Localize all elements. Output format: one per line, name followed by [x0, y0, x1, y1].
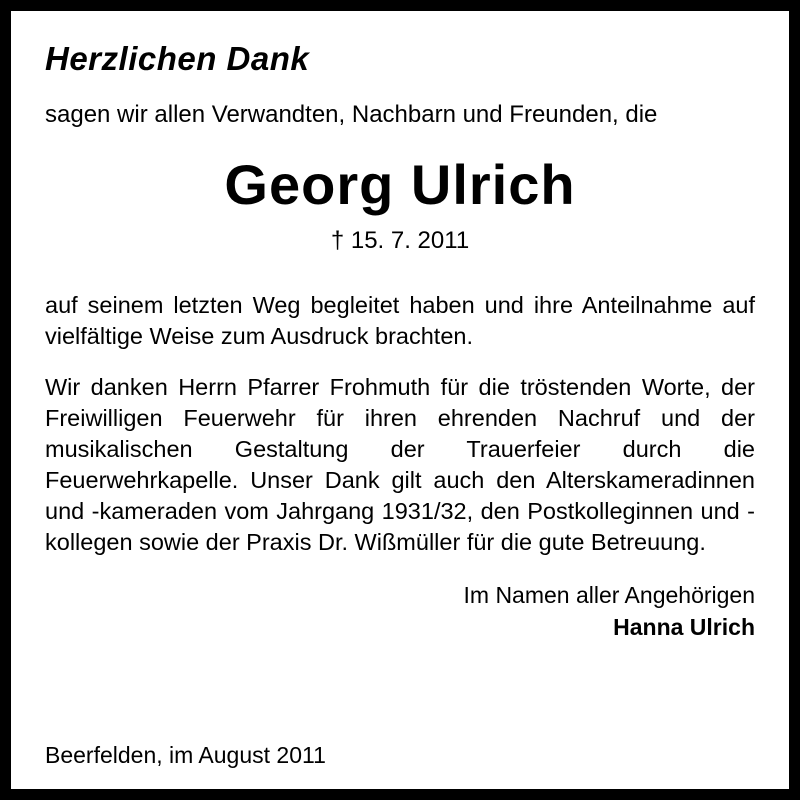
intro-line: sagen wir allen Verwandten, Nachbarn und Freunden, die [45, 101, 658, 129]
signature-line: Im Namen aller Angehörigen [463, 582, 755, 609]
obituary-card [11, 11, 789, 789]
body-paragraph-1: auf seinem letzten Weg begleitet haben und ihre Anteilnahme auf vielfältige Weise zum Ausdruck brachten. [45, 292, 755, 350]
body-paragraph-2: Wir danken Herrn Pfarrer Frohmuth für die tröstenden Worte, der Freiwilligen Feuerwehr für ihren ehrenden Nachruf und der musikalischen Gestaltung der Trauerfeier durch die Feuerwehrkapelle. Unser Dank gilt auch den Alterskameradinnen und -kameraden vom Jahrgang 1931/32, den Postkolleginnen und -kollegen sowie der Praxis Dr. Wißmüller für die gute Betreuung. [45, 374, 755, 556]
signature-name: Hanna Ulrich [613, 614, 755, 641]
place-and-date: Beerfelden, im August 2011 [45, 742, 326, 769]
thanks-heading: Herzlichen Dank [45, 40, 310, 77]
layout-spacer [45, 645, 755, 716]
deceased-name: Georg Ulrich [224, 153, 576, 217]
signature-block [45, 580, 755, 644]
death-date: † 15. 7. 2011 [330, 227, 470, 255]
